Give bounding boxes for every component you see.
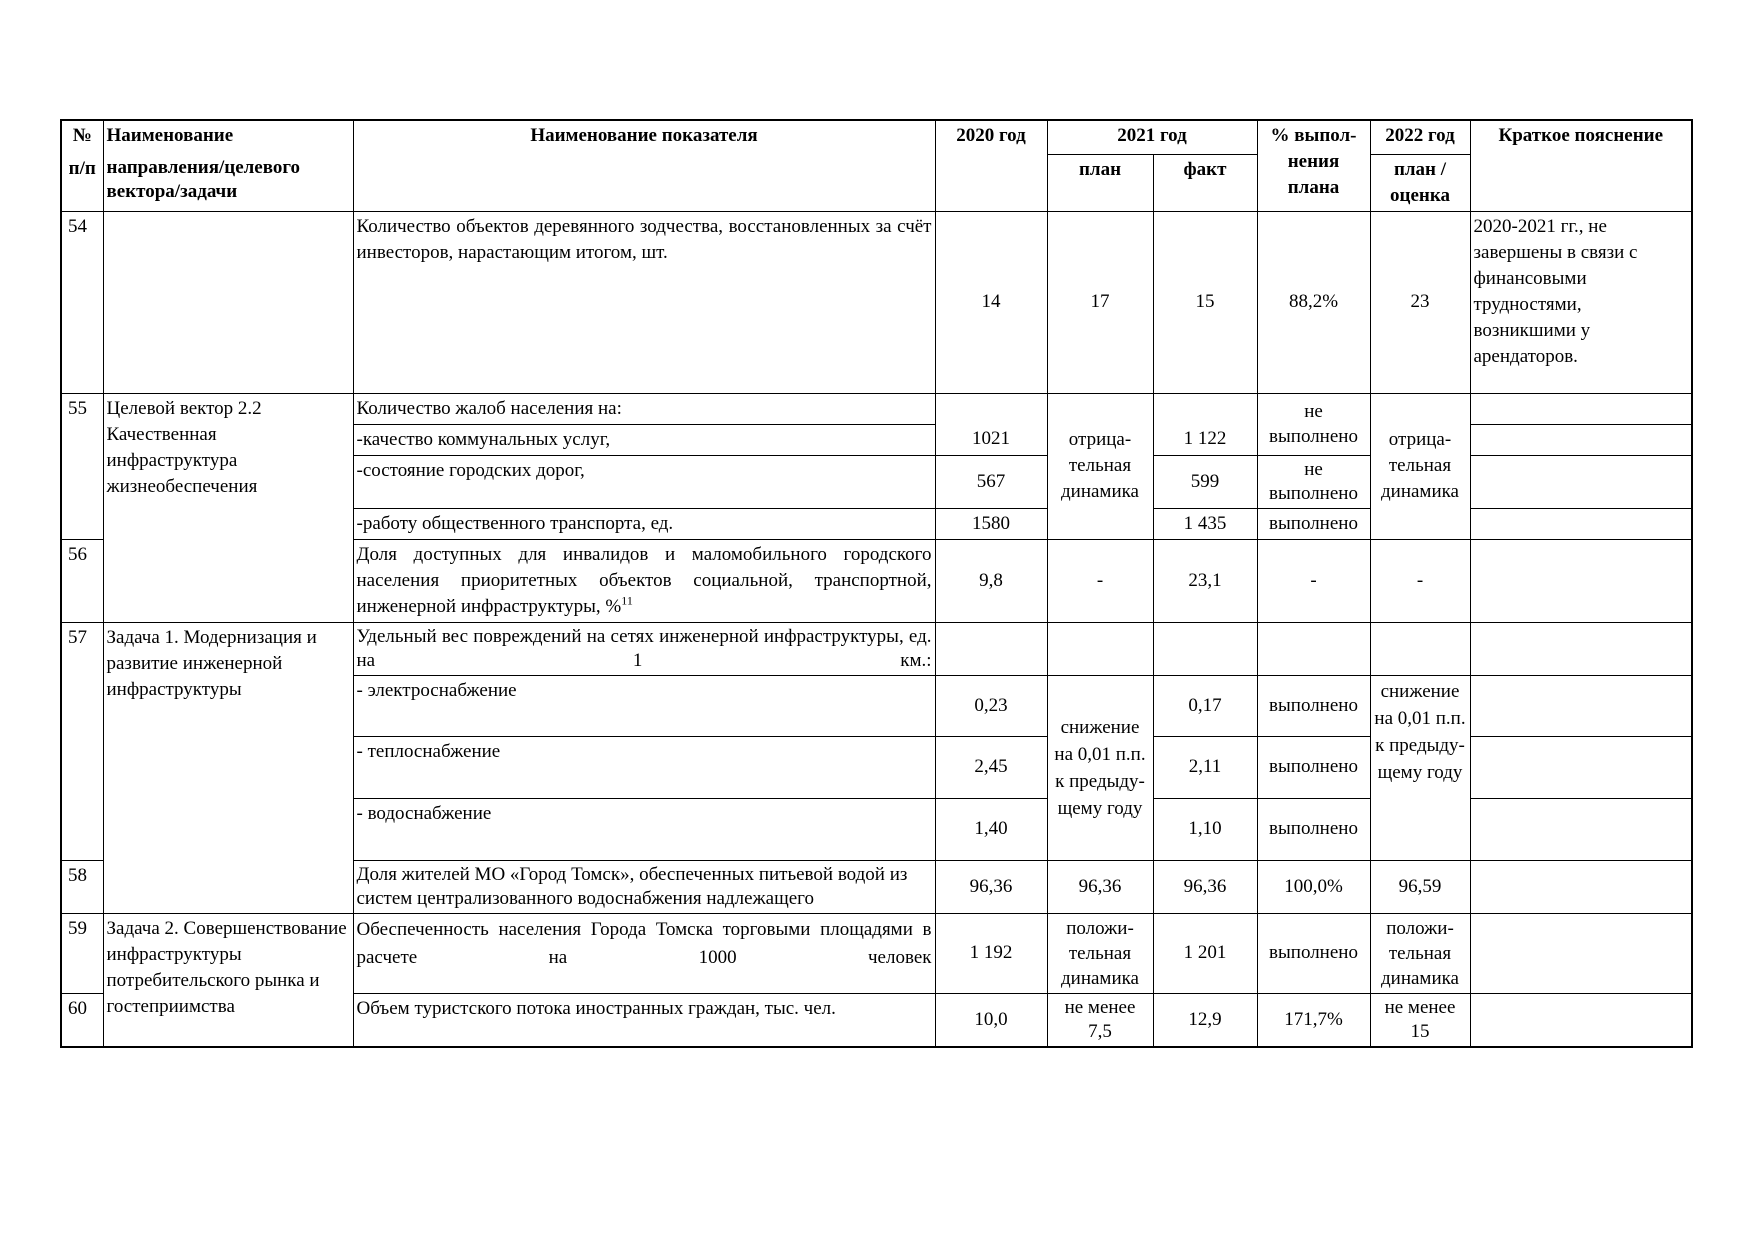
value-2020: 10,0: [935, 993, 1047, 1047]
row-direction: Задача 2. Совершенствование инфраструктуры потребительского рынка и гостеприимства: [103, 913, 353, 1047]
fact-2021: 1 435: [1153, 508, 1257, 539]
plan-2021: положи-тельная динамика: [1047, 913, 1153, 993]
value-2020: 1 192: [935, 913, 1047, 993]
row-number: 54: [61, 211, 103, 393]
percent-done: выполнено: [1257, 508, 1370, 539]
plan-2021: не менее 7,5: [1047, 993, 1153, 1047]
indicators-table: [60, 119, 1693, 1048]
fact-2021: 15: [1153, 211, 1257, 393]
value-2022: не менее 15: [1370, 993, 1470, 1047]
fact-2021: 12,9: [1153, 993, 1257, 1047]
percent-done: 88,2%: [1257, 211, 1370, 393]
row-indicator: Доля доступных для инвалидов и маломобильного городского населения приоритетных объектов социальной, транспортной, инженерной инфраструктуры, %$^{11}$: [353, 539, 935, 622]
row-indicator: Объем туристского потока иностранных граждан, тыс. чел.: [353, 993, 935, 1047]
value-2022: -: [1370, 539, 1470, 622]
fact-2021: 96,36: [1153, 860, 1257, 913]
table-row-59: [61, 913, 1692, 993]
row-indicator: Количество жалоб населения на:: [353, 393, 935, 424]
header-direction-line2: направления/целевого вектора/задачи: [103, 154, 353, 211]
header-2022: 2022 год: [1370, 120, 1470, 154]
header-2020: 2020 год: [935, 120, 1047, 211]
header-plan: план: [1047, 154, 1153, 211]
row-direction: [103, 211, 353, 393]
row-note: 2020-2021 гг., не завершены в связи с финансовыми трудностями, возникшими у арендаторов.: [1470, 211, 1692, 393]
header-2021: 2021 год: [1047, 120, 1257, 154]
fact-2021: 1 201: [1153, 913, 1257, 993]
row-indicator-sub: -состояние городских дорог,: [353, 455, 935, 508]
value-2020: 1580: [935, 508, 1047, 539]
value-2020: 96,36: [935, 860, 1047, 913]
fact-2021: 599: [1153, 455, 1257, 508]
fact-2021: 1,10: [1153, 798, 1257, 860]
header-row-1: [61, 120, 1692, 154]
row-indicator-sub: -качество коммунальных услуг,: [353, 424, 935, 455]
header-num-2: п/п: [61, 154, 103, 211]
row-number: 58: [61, 860, 103, 913]
value-2022: 96,59: [1370, 860, 1470, 913]
percent-done: не выполнено: [1257, 393, 1370, 455]
row-number: 56: [61, 539, 103, 622]
fact-2021: 1 122: [1153, 424, 1257, 455]
value-2020: 2,45: [935, 736, 1047, 798]
value-2020: 14: [935, 211, 1047, 393]
header-num: №: [61, 120, 103, 154]
header-direction-line1: Наименование: [103, 120, 353, 154]
row-indicator: Удельный вес повреждений на сетях инженерной инфраструктуры, ед. на 1 км.:: [353, 622, 935, 675]
row-indicator: Обеспеченность населения Города Томска торговыми площадями в расчете на 1000 человек: [353, 913, 935, 993]
value-2020: 0,23: [935, 675, 1047, 736]
fact-2021: 2,11: [1153, 736, 1257, 798]
row-indicator-sub: - водоснабжение: [353, 798, 935, 860]
row-indicator: Доля жителей МО «Город Томск», обеспеченных питьевой водой из систем централизованного водоснабжения надлежащего: [353, 860, 935, 913]
row-number: 55: [61, 393, 103, 539]
percent-done: 100,0%: [1257, 860, 1370, 913]
percent-done: выполнено: [1257, 798, 1370, 860]
plan-2021: -: [1047, 539, 1153, 622]
value-2022: положи-тельная динамика: [1370, 913, 1470, 993]
value-2020: 1,40: [935, 798, 1047, 860]
row-indicator-sub: - электроснабжение: [353, 675, 935, 736]
percent-done: выполнено: [1257, 913, 1370, 993]
fact-2021: 23,1: [1153, 539, 1257, 622]
row-number: 60: [61, 993, 103, 1047]
value-2022: 23: [1370, 211, 1470, 393]
footnote-mark: 11: [621, 593, 633, 608]
row-indicator: Количество объектов деревянного зодчества, восстановленных за счёт инвесторов, нарастающим итогом, шт.: [353, 211, 935, 393]
percent-done: выполнено: [1257, 736, 1370, 798]
table-row-55: [61, 393, 1692, 424]
plan-2021: 17: [1047, 211, 1153, 393]
header-fact: факт: [1153, 154, 1257, 211]
plan-2021: 96,36: [1047, 860, 1153, 913]
fact-2021: 0,17: [1153, 675, 1257, 736]
table-row-54: [61, 211, 1692, 393]
row-indicator-sub: - теплоснабжение: [353, 736, 935, 798]
plan-2021: снижение на 0,01 п.п. к предыду-щему году: [1047, 675, 1153, 860]
row-indicator-sub: -работу общественного транспорта, ед.: [353, 508, 935, 539]
header-percent: % выпол-нения плана: [1257, 120, 1370, 211]
value-2020: 567: [935, 455, 1047, 508]
row-direction: Целевой вектор 2.2 Качественная инфраструктура жизнеобеспечения: [103, 393, 353, 622]
header-indicator: Наименование показателя: [353, 120, 935, 211]
value-2022: отрица-тельная динамика: [1370, 393, 1470, 539]
percent-done: выполнено: [1257, 675, 1370, 736]
percent-done: не выполнено: [1257, 455, 1370, 508]
table-row-57: [61, 622, 1692, 675]
row-number: 57: [61, 622, 103, 860]
row-number: 59: [61, 913, 103, 993]
plan-2021: отрица-тельная динамика: [1047, 393, 1153, 539]
value-2020: 9,8: [935, 539, 1047, 622]
row-direction: Задача 1. Модернизация и развитие инженерной инфраструктуры: [103, 622, 353, 913]
value-2020: 1021: [935, 424, 1047, 455]
header-note: Краткое пояснение: [1470, 120, 1692, 211]
header-plan-estimate: план / оценка: [1370, 154, 1470, 211]
percent-done: 171,7%: [1257, 993, 1370, 1047]
value-2022: снижение на 0,01 п.п. к предыду-щему году: [1370, 675, 1470, 860]
percent-done: -: [1257, 539, 1370, 622]
report-page: [60, 119, 1693, 1048]
